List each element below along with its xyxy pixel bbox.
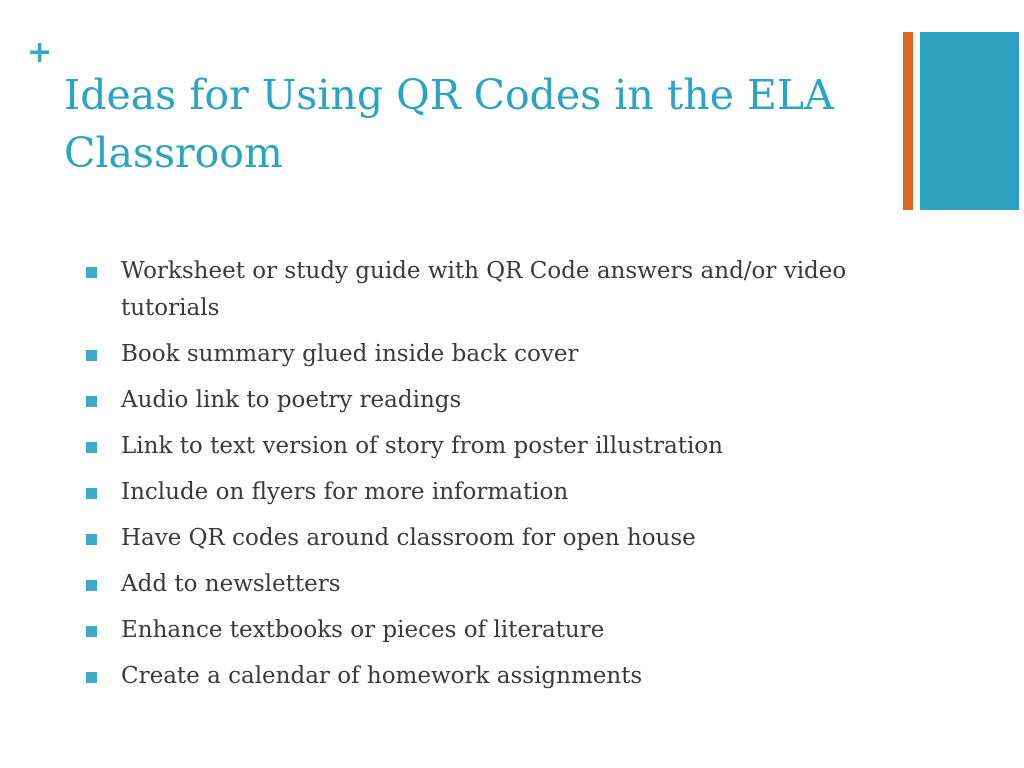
- list-item: [86, 336, 886, 373]
- square-bullet-icon: [86, 672, 97, 683]
- bullet-text: Book summary glued inside back cover: [121, 341, 579, 367]
- square-bullet-icon: [86, 580, 97, 591]
- list-item: [86, 253, 886, 327]
- list-item: [86, 428, 886, 465]
- list-item: [86, 658, 886, 695]
- bullet-text: Link to text version of story from poster illustration: [121, 433, 723, 459]
- list-item: [86, 474, 886, 511]
- orange-accent-bar: [903, 32, 913, 210]
- list-item: [86, 382, 886, 419]
- blue-accent-block: [920, 32, 1019, 210]
- square-bullet-icon: [86, 442, 97, 453]
- list-item: [86, 566, 886, 603]
- square-bullet-icon: [86, 396, 97, 407]
- square-bullet-icon: [86, 488, 97, 499]
- square-bullet-icon: [86, 534, 97, 545]
- bullet-text: Audio link to poetry readings: [121, 387, 462, 413]
- square-bullet-icon: [86, 626, 97, 637]
- bullet-text: Create a calendar of homework assignments: [121, 663, 643, 689]
- bullet-text: Enhance textbooks or pieces of literature: [121, 617, 605, 643]
- plus-icon: +: [27, 35, 53, 70]
- list-item: [86, 520, 886, 557]
- bullet-list: [86, 253, 886, 704]
- square-bullet-icon: [86, 267, 97, 278]
- square-bullet-icon: [86, 350, 97, 361]
- list-item: [86, 612, 886, 649]
- slide-title: Ideas for Using QR Codes in the ELA Classroom: [64, 71, 834, 177]
- bullet-text: Worksheet or study guide with QR Code answers and/or video tutorials: [121, 258, 847, 321]
- bullet-text: Have QR codes around classroom for open house: [121, 525, 696, 551]
- bullet-text: Include on flyers for more information: [121, 479, 569, 505]
- bullet-text: Add to newsletters: [121, 571, 341, 597]
